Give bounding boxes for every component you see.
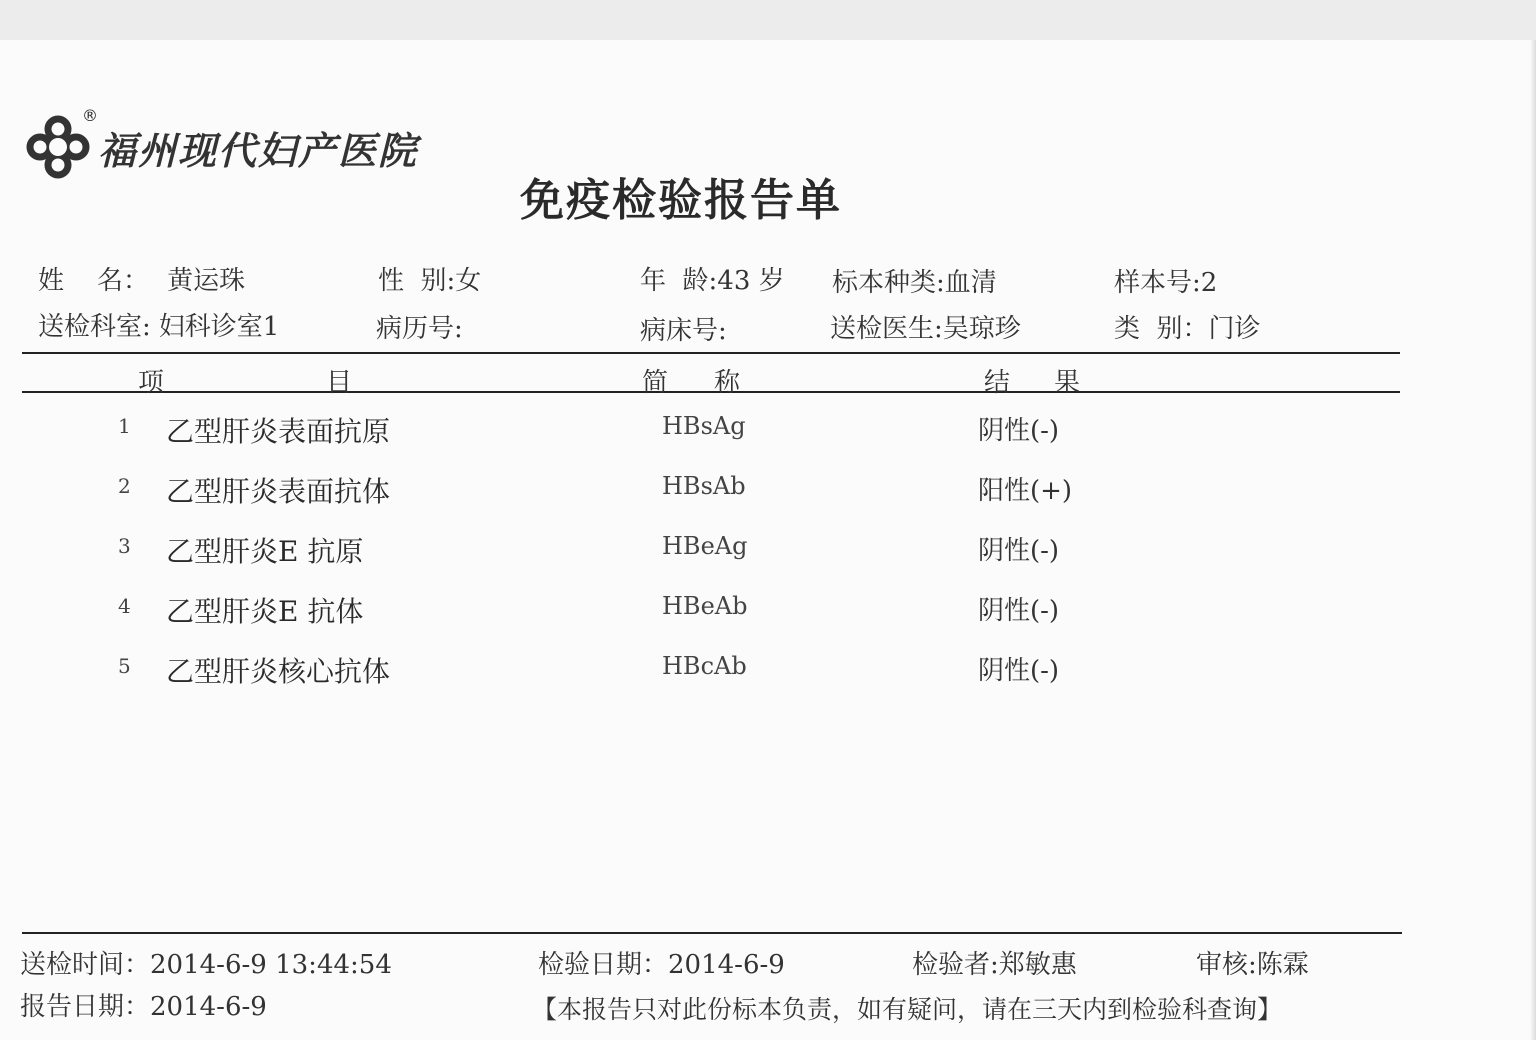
test-item-result: 阳性(+) (978, 476, 1073, 506)
row-number: 1 (118, 414, 131, 438)
header-result-char-1: 结 (984, 368, 1011, 398)
row-number: 5 (118, 654, 131, 678)
test-item-name: 乙型肝炎表面抗体 (166, 475, 391, 508)
test-item-name: 乙型肝炎表面抗原 (166, 415, 391, 448)
header-abbr-char-2: 称 (714, 368, 741, 398)
specimen-type-label: 标本种类: (832, 268, 945, 298)
tester-field (912, 944, 1077, 981)
tester-value: 郑敏惠 (998, 950, 1077, 980)
doctor-value: 吴琼珍 (942, 314, 1021, 344)
table-top-rule (22, 352, 1400, 354)
test-item-result: 阴性(-) (978, 536, 1060, 566)
header-item-char-1: 项 (138, 368, 165, 398)
reviewer-label: 审核: (1196, 950, 1257, 980)
dept-value: 妇科诊室1 (158, 312, 280, 342)
test-date-value: 2014-6-9 (668, 950, 785, 980)
bed-no-label: 病床号: (640, 316, 727, 346)
header-result-char-2: 果 (1054, 368, 1081, 398)
report-date-field (20, 986, 267, 1023)
report-date-value: 2014-6-9 (150, 992, 267, 1022)
patient-name-value: 黄运珠 (167, 266, 246, 296)
hospital-logo (26, 106, 419, 182)
row-number: 4 (118, 594, 131, 618)
disclaimer-text: 【本报告只对此份标本负责，如有疑问，请在三天内到检验科查询】 (532, 995, 1283, 1024)
specimen-type-field (832, 262, 997, 299)
test-date-field (538, 944, 785, 981)
sample-no-value: 2 (1200, 268, 1218, 298)
patient-name-field (38, 260, 245, 297)
header-item-char-2: 目 (326, 368, 353, 398)
bed-no-field (640, 310, 727, 347)
patient-sex-field (378, 260, 481, 297)
patient-age-field (640, 260, 785, 297)
patient-age-value: 43 岁 (717, 266, 785, 296)
test-date-label: 检验日期： (538, 950, 669, 980)
dept-label: 送检科室: (38, 312, 151, 342)
tester-label: 检验者: (912, 950, 999, 980)
submit-time-value: 2014-6-9 13:44:54 (150, 950, 392, 980)
patient-sex-label: 性 别: (378, 266, 456, 296)
header-abbr-char-1: 简 (642, 368, 669, 398)
sample-no-field (1114, 262, 1217, 299)
category-field (1114, 308, 1261, 345)
test-item-abbr: HBeAb (662, 592, 748, 620)
footer-rule (22, 932, 1402, 934)
registered-mark: ® (82, 106, 98, 125)
sample-no-label: 样本号: (1114, 268, 1201, 298)
test-item-abbr: HBsAb (662, 472, 746, 500)
test-item-name: 乙型肝炎核心抗体 (166, 655, 391, 688)
specimen-type-value: 血清 (944, 268, 997, 298)
hospital-emblem-icon (26, 115, 90, 179)
report-title: 免疫检验报告单 (520, 175, 842, 226)
patient-sex-value: 女 (455, 266, 482, 296)
doctor-field (830, 308, 1021, 345)
test-item-result: 阴性(-) (978, 416, 1060, 446)
dept-field (38, 306, 279, 343)
submit-time-label: 送检时间： (20, 950, 151, 980)
test-item-abbr: HBcAb (662, 652, 747, 680)
record-no-field (376, 308, 463, 345)
doctor-label: 送检医生: (830, 314, 943, 344)
reviewer-value: 陈霖 (1256, 950, 1309, 980)
report-date-label: 报告日期： (20, 992, 151, 1022)
record-no-label: 病历号: (376, 314, 463, 344)
table-header-rule (22, 391, 1400, 393)
row-number: 2 (118, 474, 131, 498)
test-item-abbr: HBsAg (662, 412, 746, 440)
patient-age-label: 年 龄: (640, 266, 718, 296)
hospital-name: 福州现代妇产医院 (98, 127, 419, 173)
reviewer-field (1196, 944, 1309, 981)
test-item-result: 阴性(-) (978, 656, 1060, 686)
row-number: 3 (118, 534, 131, 558)
paper-edge (1530, 40, 1536, 1040)
patient-name-label: 姓 名： (38, 266, 150, 296)
test-item-name: 乙型肝炎E 抗原 (166, 535, 364, 568)
submit-time-field (20, 944, 392, 981)
test-item-abbr: HBeAg (662, 532, 748, 560)
test-item-name: 乙型肝炎E 抗体 (166, 595, 364, 628)
test-item-result: 阴性(-) (978, 596, 1060, 626)
category-label: 类 别： (1114, 314, 1209, 344)
category-value: 门诊 (1208, 314, 1261, 344)
